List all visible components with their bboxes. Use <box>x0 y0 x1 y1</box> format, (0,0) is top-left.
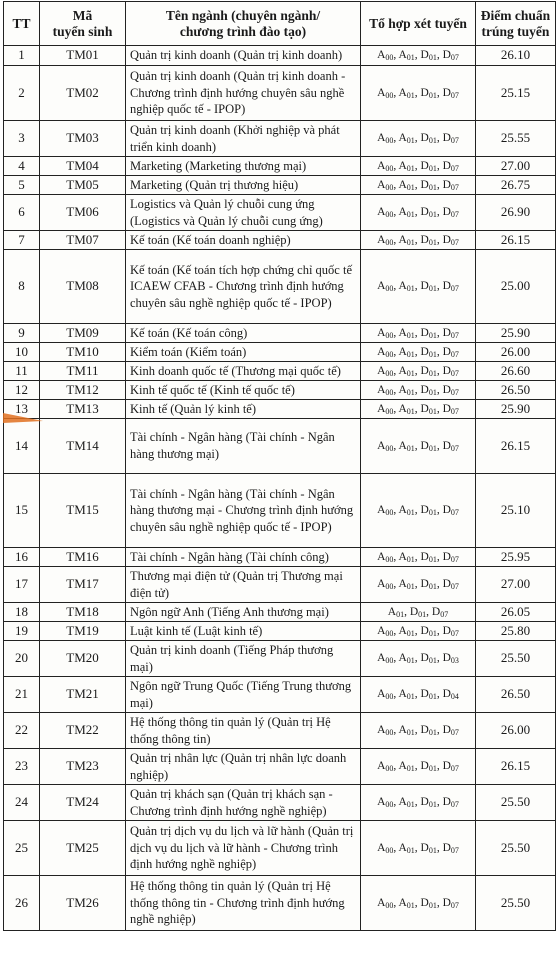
row-code: TM26 <box>40 876 126 931</box>
row-code: TM16 <box>40 548 126 567</box>
row-major-name: Hệ thống thông tin quản lý (Quản trị Hệ thống thông tin - Chương trình định hướng nghề nghiệp) <box>126 876 361 931</box>
row-code: TM10 <box>40 343 126 362</box>
row-score: 25.55 <box>476 121 556 157</box>
row-major-name: Tài chính - Ngân hàng (Tài chính công) <box>126 548 361 567</box>
row-score: 25.95 <box>476 548 556 567</box>
row-score: 26.15 <box>476 749 556 785</box>
table-row <box>4 121 556 157</box>
row-major-name: Thương mại điện tử (Quản trị Thương mại điện tử) <box>126 567 361 603</box>
table-row <box>4 250 556 324</box>
row-major-name: Kiểm toán (Kiểm toán) <box>126 343 361 362</box>
row-tt: 4 <box>4 157 40 176</box>
row-tt: 7 <box>4 231 40 250</box>
row-tt: 16 <box>4 548 40 567</box>
row-code: TM06 <box>40 195 126 231</box>
table-row <box>4 641 556 677</box>
row-tt: 13 <box>4 400 40 419</box>
row-score: 26.60 <box>476 362 556 381</box>
row-score: 26.15 <box>476 231 556 250</box>
table-row <box>4 876 556 931</box>
row-tt: 26 <box>4 876 40 931</box>
row-major-name: Kinh doanh quốc tế (Thương mại quốc tế) <box>126 362 361 381</box>
row-score: 25.90 <box>476 400 556 419</box>
row-combination: $A_{00}$, $A_{01}$, $D_{01}$, $D_{07}$ <box>361 474 476 548</box>
row-score: 26.00 <box>476 713 556 749</box>
row-major-name: Marketing (Marketing thương mại) <box>126 157 361 176</box>
row-combination: $A_{00}$, $A_{01}$, $D_{01}$, $D_{07}$ <box>361 400 476 419</box>
row-major-name: Kế toán (Kế toán tích hợp chứng chỉ quốc tế ICAEW CFAB - Chương trình định hướng chuyên sâu nghề nghiệp quốc tế - IPOP) <box>126 250 361 324</box>
row-code: TM02 <box>40 66 126 121</box>
row-code: TM20 <box>40 641 126 677</box>
row-tt: 6 <box>4 195 40 231</box>
row-code: TM18 <box>40 603 126 622</box>
table-row <box>4 195 556 231</box>
row-score: 25.50 <box>476 876 556 931</box>
row-code: TM21 <box>40 677 126 713</box>
row-code: TM23 <box>40 749 126 785</box>
row-major-name: Kế toán (Kế toán doanh nghiệp) <box>126 231 361 250</box>
row-major-name: Kinh tế quốc tế (Kinh tế quốc tế) <box>126 381 361 400</box>
row-major-name: Quản trị kinh doanh (Quản trị kinh doanh - Chương trình định hướng chuyên sâu nghề nghiệp quốc tế - IPOP) <box>126 66 361 121</box>
table-row <box>4 324 556 343</box>
row-combination: $A_{00}$, $A_{01}$, $D_{01}$, $D_{07}$ <box>361 785 476 821</box>
admission-score-sheet <box>3 1 555 931</box>
row-tt: 2 <box>4 66 40 121</box>
table-row <box>4 548 556 567</box>
row-tt: 19 <box>4 622 40 641</box>
row-score: 26.75 <box>476 176 556 195</box>
row-code: TM11 <box>40 362 126 381</box>
row-code: TM22 <box>40 713 126 749</box>
row-code: TM01 <box>40 46 126 66</box>
table-row <box>4 622 556 641</box>
table-row <box>4 157 556 176</box>
row-tt: 25 <box>4 821 40 876</box>
row-tt: 22 <box>4 713 40 749</box>
row-score: 26.15 <box>476 419 556 474</box>
table-row <box>4 343 556 362</box>
row-score: 25.90 <box>476 324 556 343</box>
row-score: 25.50 <box>476 821 556 876</box>
row-tt: 24 <box>4 785 40 821</box>
row-major-name: Tài chính - Ngân hàng (Tài chính - Ngân hàng thương mại) <box>126 419 361 474</box>
row-code: TM25 <box>40 821 126 876</box>
row-tt: 1 <box>4 46 40 66</box>
row-code: TM19 <box>40 622 126 641</box>
row-combination: $A_{00}$, $A_{01}$, $D_{01}$, $D_{07}$ <box>361 622 476 641</box>
row-combination: $A_{00}$, $A_{01}$, $D_{01}$, $D_{07}$ <box>361 195 476 231</box>
row-score: 26.50 <box>476 381 556 400</box>
row-combination: $A_{00}$, $A_{01}$, $D_{01}$, $D_{03}$ <box>361 641 476 677</box>
table-row <box>4 821 556 876</box>
row-tt: 5 <box>4 176 40 195</box>
row-code: TM09 <box>40 324 126 343</box>
admission-score-table <box>3 1 556 931</box>
table-row <box>4 46 556 66</box>
row-combination: $A_{01}$, $D_{01}$, $D_{07}$ <box>361 603 476 622</box>
row-major-name: Hệ thống thông tin quản lý (Quản trị Hệ thống thông tin) <box>126 713 361 749</box>
row-score: 25.00 <box>476 250 556 324</box>
row-major-name: Tài chính - Ngân hàng (Tài chính - Ngân hàng thương mại - Chương trình định hướng chuyên sâu nghề nghiệp quốc tế - IPOP) <box>126 474 361 548</box>
row-score: 27.00 <box>476 567 556 603</box>
row-combination: $A_{00}$, $A_{01}$, $D_{01}$, $D_{07}$ <box>361 749 476 785</box>
row-score: 25.50 <box>476 641 556 677</box>
row-major-name: Ngôn ngữ Trung Quốc (Tiếng Trung thương mại) <box>126 677 361 713</box>
row-tt: 17 <box>4 567 40 603</box>
row-combination: $A_{00}$, $A_{01}$, $D_{01}$, $D_{07}$ <box>361 821 476 876</box>
table-row <box>4 567 556 603</box>
row-code: TM05 <box>40 176 126 195</box>
table-row <box>4 419 556 474</box>
row-tt: 12 <box>4 381 40 400</box>
orange-page-edge-marker <box>3 411 123 425</box>
row-code: TM04 <box>40 157 126 176</box>
table-header-row <box>4 2 556 46</box>
row-major-name: Luật kinh tế (Luật kinh tế) <box>126 622 361 641</box>
row-tt: 3 <box>4 121 40 157</box>
row-score: 26.10 <box>476 46 556 66</box>
row-tt: 10 <box>4 343 40 362</box>
row-combination: $A_{00}$, $A_{01}$, $D_{01}$, $D_{07}$ <box>361 343 476 362</box>
row-score: 27.00 <box>476 157 556 176</box>
row-major-name: Quản trị nhân lực (Quản trị nhân lực doanh nghiệp) <box>126 749 361 785</box>
row-code: TM15 <box>40 474 126 548</box>
row-combination: $A_{00}$, $A_{01}$, $D_{01}$, $D_{07}$ <box>361 121 476 157</box>
table-row <box>4 603 556 622</box>
row-major-name: Quản trị khách sạn (Quản trị khách sạn - Chương trình định hướng nghề nghiệp) <box>126 785 361 821</box>
header-major: Tên ngành (chuyên ngành/ chương trình đào tạo) <box>126 2 361 46</box>
row-combination: $A_{00}$, $A_{01}$, $D_{01}$, $D_{07}$ <box>361 66 476 121</box>
table-row <box>4 474 556 548</box>
row-combination: $A_{00}$, $A_{01}$, $D_{01}$, $D_{07}$ <box>361 157 476 176</box>
row-score: 25.10 <box>476 474 556 548</box>
row-major-name: Quản trị kinh doanh (Tiếng Pháp thương mại) <box>126 641 361 677</box>
row-tt: 11 <box>4 362 40 381</box>
table-row <box>4 677 556 713</box>
row-major-name: Quản trị kinh doanh (Khởi nghiệp và phát triển kinh doanh) <box>126 121 361 157</box>
header-combination: Tổ hợp xét tuyển <box>361 2 476 46</box>
table-row <box>4 785 556 821</box>
row-tt: 9 <box>4 324 40 343</box>
header-code: Mã tuyển sinh <box>40 2 126 46</box>
row-combination: $A_{00}$, $A_{01}$, $D_{01}$, $D_{07}$ <box>361 46 476 66</box>
row-major-name: Kinh tế (Quản lý kinh tế) <box>126 400 361 419</box>
row-combination: $A_{00}$, $A_{01}$, $D_{01}$, $D_{07}$ <box>361 548 476 567</box>
row-code: TM17 <box>40 567 126 603</box>
row-score: 25.50 <box>476 785 556 821</box>
row-code: TM08 <box>40 250 126 324</box>
row-combination: $A_{00}$, $A_{01}$, $D_{01}$, $D_{07}$ <box>361 567 476 603</box>
row-major-name: Quản trị kinh doanh (Quản trị kinh doanh) <box>126 46 361 66</box>
row-major-name: Quản trị dịch vụ du lịch và lữ hành (Quản trị dịch vụ du lịch và lữ hành - Chương trình định hướng nghề nghiệp) <box>126 821 361 876</box>
table-row <box>4 231 556 250</box>
row-combination: $A_{00}$, $A_{01}$, $D_{01}$, $D_{07}$ <box>361 231 476 250</box>
row-major-name: Logistics và Quản lý chuỗi cung ứng (Logistics và Quản lý chuỗi cung ứng) <box>126 195 361 231</box>
row-major-name: Ngôn ngữ Anh (Tiếng Anh thương mại) <box>126 603 361 622</box>
header-score: Điểm chuẩn trúng tuyển <box>476 2 556 46</box>
row-combination: $A_{00}$, $A_{01}$, $D_{01}$, $D_{07}$ <box>361 362 476 381</box>
row-combination: $A_{00}$, $A_{01}$, $D_{01}$, $D_{07}$ <box>361 381 476 400</box>
row-tt: 20 <box>4 641 40 677</box>
table-row <box>4 713 556 749</box>
row-code: TM14 <box>40 419 126 474</box>
table-row <box>4 66 556 121</box>
table-row <box>4 381 556 400</box>
row-major-name: Marketing (Quản trị thương hiệu) <box>126 176 361 195</box>
row-score: 26.00 <box>476 343 556 362</box>
row-score: 26.50 <box>476 677 556 713</box>
row-tt: 21 <box>4 677 40 713</box>
row-score: 26.90 <box>476 195 556 231</box>
row-major-name: Kế toán (Kế toán công) <box>126 324 361 343</box>
row-score: 25.15 <box>476 66 556 121</box>
header-tt: TT <box>4 2 40 46</box>
row-combination: $A_{00}$, $A_{01}$, $D_{01}$, $D_{07}$ <box>361 419 476 474</box>
table-row <box>4 749 556 785</box>
row-code: TM03 <box>40 121 126 157</box>
row-combination: $A_{00}$, $A_{01}$, $D_{01}$, $D_{07}$ <box>361 176 476 195</box>
row-combination: $A_{00}$, $A_{01}$, $D_{01}$, $D_{07}$ <box>361 876 476 931</box>
row-code: TM12 <box>40 381 126 400</box>
row-code: TM13 <box>40 400 126 419</box>
row-tt: 23 <box>4 749 40 785</box>
row-tt: 14 <box>4 419 40 474</box>
row-combination: $A_{00}$, $A_{01}$, $D_{01}$, $D_{07}$ <box>361 713 476 749</box>
row-code: TM07 <box>40 231 126 250</box>
row-score: 25.80 <box>476 622 556 641</box>
row-score: 26.05 <box>476 603 556 622</box>
row-combination: $A_{00}$, $A_{01}$, $D_{01}$, $D_{07}$ <box>361 250 476 324</box>
row-tt: 8 <box>4 250 40 324</box>
row-combination: $A_{00}$, $A_{01}$, $D_{01}$, $D_{07}$ <box>361 324 476 343</box>
table-row <box>4 176 556 195</box>
row-combination: $A_{00}$, $A_{01}$, $D_{01}$, $D_{04}$ <box>361 677 476 713</box>
table-row <box>4 362 556 381</box>
row-tt: 15 <box>4 474 40 548</box>
row-tt: 18 <box>4 603 40 622</box>
row-code: TM24 <box>40 785 126 821</box>
